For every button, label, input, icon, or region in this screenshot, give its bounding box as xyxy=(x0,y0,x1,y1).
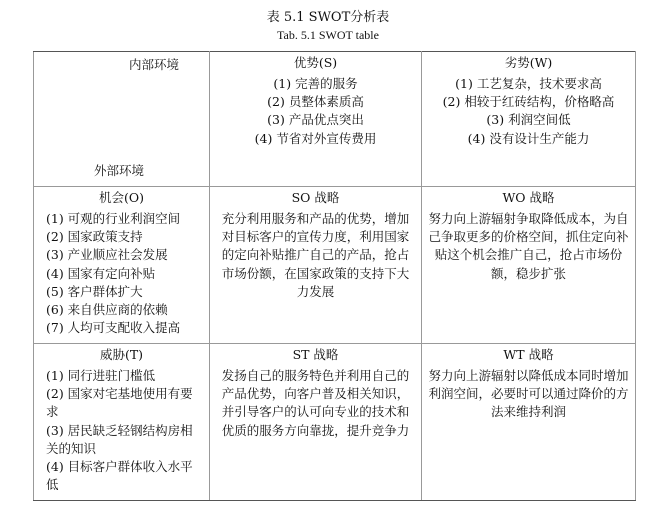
list-item: (1) 完善的服务 xyxy=(273,76,358,92)
st-strategy-text: 发扬自己的服务特色并利用自己的产品优势，向客户普及相关知识，并引导客户的认可向专业的技术和优质的服务方向靠拢，提升竞争力 xyxy=(221,368,410,438)
list-item: (1) 工艺复杂，技术要求高 xyxy=(455,76,602,92)
weaknesses-list xyxy=(428,75,629,148)
so-strategy-cell xyxy=(210,187,422,344)
threats-title: 威胁(T) xyxy=(99,347,144,362)
st-strategy-cell xyxy=(210,344,422,501)
corner-internal-label: 内部环境 xyxy=(128,57,179,72)
list-item: (2) 国家政策支持 xyxy=(46,229,143,245)
table-caption-cn: 表 5.1 SWOT分析表 xyxy=(266,10,390,25)
list-item: (4) 没有设计生产能力 xyxy=(467,130,590,146)
table-row xyxy=(34,344,636,501)
wo-strategy-title: WO 战略 xyxy=(502,190,555,205)
wt-strategy-text: 努力向上游辐射以降低成本同时增加利润空间，必要时可以通过降价的方法来维持利润 xyxy=(428,368,629,420)
threats-cell xyxy=(34,344,210,501)
swot-table xyxy=(33,51,636,501)
opportunities-cell xyxy=(34,187,210,344)
threats-list xyxy=(40,367,203,494)
list-item: (2) 员整体素质高 xyxy=(267,94,364,110)
list-item: (4) 节省对外宣传费用 xyxy=(254,130,377,146)
table-row xyxy=(34,52,636,187)
list-item: (2) 国家对宅基地使用有要求 xyxy=(46,386,193,420)
list-item: (2) 相较于红砖结构，价格略高 xyxy=(442,94,615,110)
list-item: (3) 产业顺应社会发展 xyxy=(46,247,168,263)
list-item: (3) 产品优点突出 xyxy=(267,112,364,128)
table-row xyxy=(34,187,636,344)
opportunities-list xyxy=(40,210,203,337)
st-strategy-title: ST 战略 xyxy=(292,347,339,362)
weaknesses-title: 劣势(W) xyxy=(504,55,553,70)
list-item: (7) 人均可支配收入提高 xyxy=(46,319,181,335)
corner-external-label: 外部环境 xyxy=(94,162,145,178)
list-item: (1) 同行进驻门槛低 xyxy=(46,368,156,384)
wt-strategy-title: WT 战略 xyxy=(503,347,554,362)
corner-cell xyxy=(34,52,210,187)
so-strategy-title: SO 战略 xyxy=(291,190,340,205)
so-strategy-text: 充分利用服务和产品的优势，增加对目标客户的宣传力度，利用国家的定向补贴推广自己的产品，抢占市场份额，在国家政策的支持下大力发展 xyxy=(221,211,410,299)
wo-strategy-cell xyxy=(422,187,636,344)
weaknesses-cell xyxy=(422,52,636,187)
wt-strategy-cell xyxy=(422,344,636,501)
wo-strategy-text: 努力向上游辐射争取降低成本，为自己争取更多的价格空间，抓住定向补贴这个机会推广自己，抢占市场份额，稳步扩张 xyxy=(428,211,629,281)
list-item: (4) 目标客户群体收入水平低 xyxy=(46,458,193,492)
strengths-title: 优势(S) xyxy=(293,55,338,70)
list-item: (5) 客户群体扩大 xyxy=(46,283,143,299)
list-item: (4) 国家有定向补贴 xyxy=(46,265,156,281)
strengths-cell xyxy=(210,52,422,187)
table-caption-en: Tab. 5.1 SWOT table xyxy=(277,28,379,42)
list-item: (3) 居民缺乏轻钢结构房相关的知识 xyxy=(46,422,193,456)
list-item: (6) 来自供应商的依赖 xyxy=(46,301,168,317)
list-item: (3) 利润空间低 xyxy=(486,112,571,128)
strengths-list xyxy=(216,75,415,148)
opportunities-title: 机会(O) xyxy=(98,190,144,205)
list-item: (1) 可观的行业利润空间 xyxy=(46,211,181,227)
